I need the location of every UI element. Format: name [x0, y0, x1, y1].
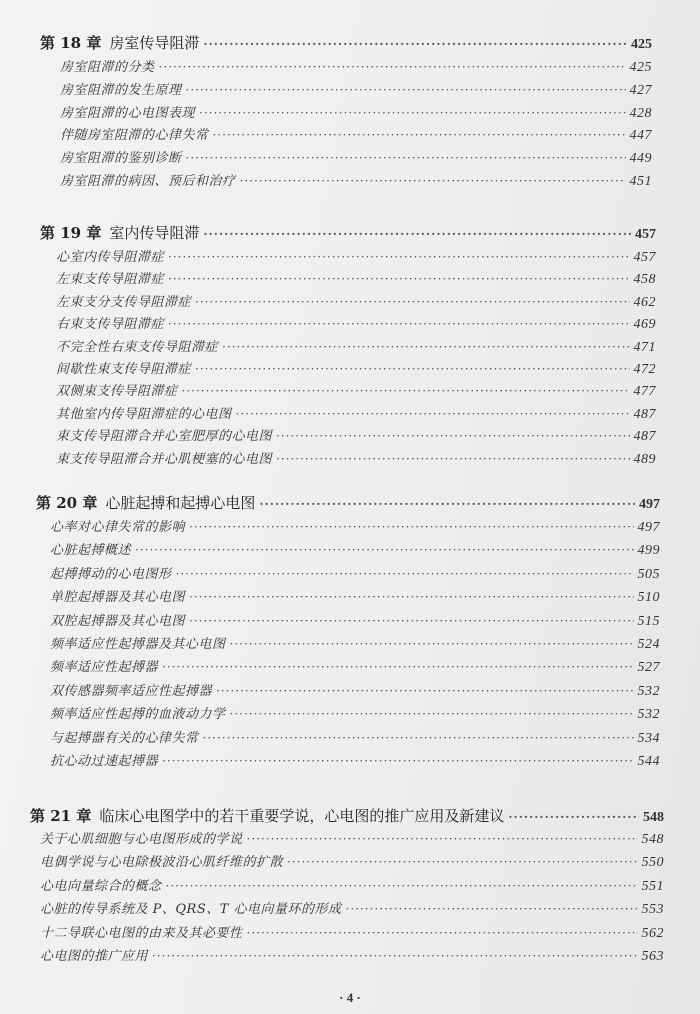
entry-page-number: 551	[641, 878, 664, 894]
chapter-title: 房室传导阻滞	[109, 34, 200, 52]
chapter-title: 临床心电图学中的若干重要学说，心电图的推广应用及新建议	[99, 807, 505, 825]
entry-title: 双腔起搏器及其心电图	[50, 613, 186, 629]
entry-page-number: 524	[637, 637, 660, 652]
chapter-page-number: 425	[631, 37, 652, 52]
entry-page-number: 505	[637, 566, 660, 582]
leader-dots	[276, 452, 629, 466]
leader-dots	[203, 227, 631, 241]
toc-entry	[50, 656, 660, 678]
entry-title: 与起搏器有关的心律失常	[50, 730, 199, 746]
leader-dots	[213, 128, 626, 142]
entry-title: 双侧束支传导阻滞症	[56, 384, 178, 400]
toc-entry	[56, 313, 656, 335]
entry-title: 房室阻滞的病因、预后和治疗	[60, 174, 236, 189]
entry-title: 束支传导阻滞合并心肌梗塞的心电图	[56, 451, 273, 467]
toc-entry	[50, 586, 660, 608]
entry-title: 关于心肌细胞与心电图形成的学说	[40, 832, 243, 847]
toc-entry	[56, 403, 656, 425]
leader-dots	[168, 272, 629, 286]
leader-dots	[189, 520, 633, 534]
leader-dots	[195, 362, 629, 376]
leader-dots	[216, 684, 633, 698]
toc-entry	[56, 268, 656, 290]
leader-dots	[276, 429, 629, 443]
entry-page-number: 553	[641, 902, 664, 918]
entry-title: 心率对心律失常的影响	[50, 520, 186, 535]
entry-title: 其他室内传导阻滞症的心电图	[56, 406, 232, 422]
chapter-number: 第 21 章	[30, 807, 92, 825]
entry-page-number: 510	[637, 590, 660, 606]
toc-entry	[56, 336, 656, 358]
entry-page-number: 534	[637, 730, 660, 746]
chapter-number: 第 20 章	[36, 494, 98, 512]
leader-dots	[186, 83, 626, 97]
toc-entry	[60, 56, 652, 78]
leader-dots	[159, 60, 626, 74]
entry-page-number: 449	[629, 151, 652, 167]
chapter-heading	[40, 32, 652, 54]
entry-page-number: 428	[629, 105, 652, 121]
toc-entry	[40, 875, 664, 897]
entry-title: 右束支传导阻滞症	[56, 317, 165, 333]
entry-title: 心电图的推广应用	[40, 949, 149, 964]
toc-entry	[56, 291, 656, 313]
entry-title: 电偶学说与心电除极波沿心肌纤维的扩散	[40, 855, 284, 871]
entry-title: 双传感器频率适应性起搏器	[50, 683, 213, 699]
toc-entry	[56, 246, 656, 268]
leader-dots	[199, 106, 625, 120]
entry-title: 频率适应性起搏器	[50, 660, 159, 676]
leader-dots	[186, 151, 626, 165]
entry-title: 左束支传导阻滞症	[56, 272, 165, 288]
leader-dots	[203, 37, 627, 51]
chapter-page-number: 457	[635, 227, 656, 242]
chapter-page-number: 497	[639, 497, 660, 512]
entry-page-number: 532	[637, 707, 660, 723]
entry-title: 房室阻滞的心电图表现	[60, 105, 196, 121]
entry-title: 频率适应性起搏的血液动力学	[50, 707, 226, 723]
toc-entry	[60, 170, 652, 192]
toc-entry	[50, 610, 660, 632]
leader-dots	[152, 949, 637, 963]
entry-page-number: 563	[641, 949, 664, 964]
entry-page-number: 447	[629, 128, 652, 144]
chapter-title: 室内传导阻滞	[109, 224, 200, 242]
toc-entry	[40, 828, 664, 850]
leader-dots	[247, 926, 638, 940]
entry-page-number: 527	[637, 660, 660, 676]
leader-dots	[182, 384, 630, 398]
leader-dots	[203, 731, 634, 745]
entry-title: 抗心动过速起搏器	[50, 754, 159, 769]
leader-dots	[195, 295, 629, 309]
chapter-number: 第 18 章	[40, 34, 102, 52]
entry-page-number: 562	[641, 925, 664, 941]
toc-entry	[50, 750, 660, 772]
leader-dots	[162, 660, 633, 674]
entry-title: 房室阻滞的发生原理	[60, 82, 182, 98]
entry-title: 间歇性束支传导阻滞症	[56, 362, 192, 377]
leader-dots	[247, 832, 638, 846]
entry-page-number: 472	[633, 362, 656, 377]
entry-title: 束支传导阻滞合并心室肥厚的心电图	[56, 429, 273, 445]
leader-dots	[168, 250, 629, 264]
leader-dots	[230, 637, 634, 651]
toc-entry	[50, 680, 660, 702]
toc-entry	[50, 516, 660, 538]
toc-entry	[50, 563, 660, 585]
toc-entry	[50, 727, 660, 749]
entry-page-number: 427	[629, 82, 652, 98]
entry-page-number: 550	[641, 855, 664, 871]
entry-page-number: 462	[633, 294, 656, 310]
entry-page-number: 487	[633, 429, 656, 445]
toc-entry	[56, 425, 656, 447]
toc-entry	[60, 147, 652, 169]
entry-title: 房室阻滞的鉴别诊断	[60, 151, 182, 167]
entry-title: 房室阻滞的分类	[60, 60, 155, 75]
leader-dots	[176, 567, 634, 581]
entry-page-number: 497	[637, 520, 660, 535]
entry-title: 心电向量综合的概念	[40, 878, 162, 894]
entry-title: 频率适应性起搏器及其心电图	[50, 637, 226, 652]
entry-title: 心室内传导阻滞症	[56, 250, 165, 265]
leader-dots	[346, 902, 638, 916]
entry-page-number: 457	[633, 250, 656, 265]
leader-dots	[189, 614, 633, 628]
entry-page-number: 471	[633, 339, 656, 355]
leader-dots	[508, 810, 639, 824]
entry-page-number: 425	[629, 60, 652, 75]
entry-page-number: 477	[633, 384, 656, 400]
entry-page-number: 532	[637, 683, 660, 699]
toc-entry	[60, 124, 652, 146]
toc-entry	[40, 898, 664, 920]
entry-title: 心脏的传导系统及 P、QRS、T 心电向量环的形成	[40, 902, 342, 918]
entry-title: 心脏起搏概述	[50, 543, 132, 559]
leader-dots	[222, 340, 629, 354]
chapter-heading	[40, 222, 656, 244]
toc-entry	[56, 448, 656, 470]
entry-page-number: 489	[633, 451, 656, 467]
entry-title: 不完全性右束支传导阻滞症	[56, 339, 219, 355]
leader-dots	[166, 879, 638, 893]
toc-entry	[60, 102, 652, 124]
chapter-heading	[36, 492, 660, 514]
entry-page-number: 487	[633, 406, 656, 422]
toc-entry	[40, 922, 664, 944]
entry-title: 伴随房室阻滞的心律失常	[60, 128, 209, 144]
chapter-page-number: 548	[643, 810, 664, 825]
chapter-title: 心脏起搏和起搏心电图	[105, 494, 256, 512]
toc-entry	[60, 79, 652, 101]
entry-page-number: 544	[637, 754, 660, 769]
leader-dots	[259, 497, 635, 511]
leader-dots	[236, 407, 630, 421]
toc-entry	[56, 358, 656, 380]
leader-dots	[135, 543, 633, 557]
toc-entry	[56, 380, 656, 402]
leader-dots	[168, 317, 629, 331]
toc-entry	[40, 945, 664, 967]
entry-page-number: 451	[629, 174, 652, 189]
toc-entry	[40, 851, 664, 873]
entry-page-number: 499	[637, 543, 660, 559]
page-number: · 4 ·	[339, 990, 361, 1005]
entry-page-number: 515	[637, 613, 660, 629]
chapter-number: 第 19 章	[40, 224, 102, 242]
toc-entry	[50, 633, 660, 655]
entry-page-number: 548	[641, 832, 664, 847]
entry-title: 十二导联心电图的由来及其必要性	[40, 925, 243, 941]
leader-dots	[230, 707, 634, 721]
leader-dots	[189, 590, 633, 604]
entry-page-number: 469	[633, 317, 656, 333]
entry-page-number: 458	[633, 272, 656, 288]
leader-dots	[287, 855, 637, 869]
entry-title: 左束支分支传导阻滞症	[56, 294, 192, 310]
entry-title: 单腔起搏器及其心电图	[50, 590, 186, 606]
chapter-heading	[30, 805, 664, 827]
leader-dots	[240, 174, 626, 188]
entry-title: 起搏搏动的心电图形	[50, 566, 172, 582]
toc-entry	[50, 703, 660, 725]
toc-entry	[50, 539, 660, 561]
leader-dots	[162, 754, 633, 768]
